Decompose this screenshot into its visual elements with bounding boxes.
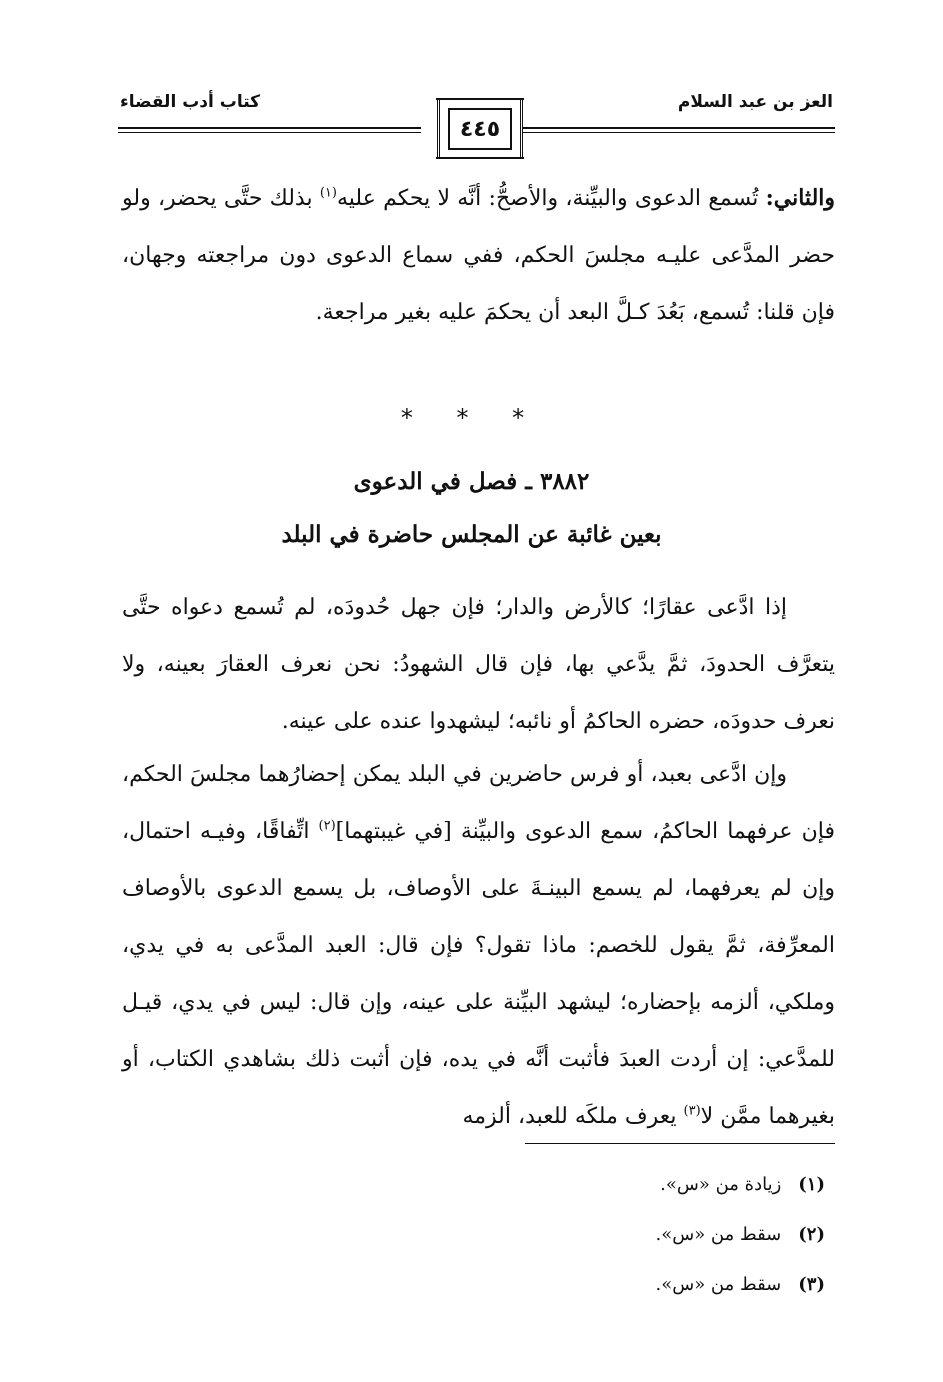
page-number-ornament-top	[436, 98, 524, 100]
footnote-item	[655, 1260, 825, 1310]
paragraph-1-text-a: تُسمع الدعوى والبيِّنة، والأصحُّ: أنَّه لا يحكم عليه	[336, 186, 766, 211]
page-number-frame	[437, 98, 523, 158]
footnote-mark-1: (١)	[319, 185, 337, 201]
header-rule-right-thin	[522, 132, 835, 133]
footnote-number: (٣)	[798, 1274, 825, 1295]
header-rule-right	[522, 127, 835, 129]
header-book-title: كتاب أدب القضاء	[120, 92, 261, 112]
footnote-text: سقط من «س».	[655, 1224, 782, 1245]
section-title: ٣٨٨٢ ـ فصل في الدعوى	[353, 468, 590, 495]
header-rule-left	[118, 127, 421, 129]
footnote-number: (٢)	[798, 1224, 825, 1245]
paragraph-1-text-b: بذلك حتَّى يحضر، ولو حضر المدَّعى عليـه مجلسَ الحكم، ففي سماع الدعوى دون مراجعته وجهان، فإن قلنا: تُسمع، بَعُدَ كـلَّ البعد أن يحكمَ عليه بغير مراجعة.	[122, 186, 835, 325]
footnotes	[655, 1160, 825, 1310]
footnote-item	[655, 1210, 825, 1260]
footnote-mark-3: (٣)	[683, 1103, 701, 1119]
header-author: العز بن عبد السلام	[677, 92, 833, 112]
footnote-number: (١)	[798, 1174, 825, 1195]
paragraph-3	[122, 746, 835, 1145]
paragraph-1	[122, 170, 835, 341]
footnote-item	[655, 1160, 825, 1210]
paragraph-1-lead: والثاني:	[765, 185, 836, 211]
header-rule-left-thin	[118, 132, 421, 133]
footnote-mark-2: (٢)	[318, 818, 336, 834]
section-separator: * * *	[400, 404, 543, 432]
paragraph-3-text-c: يعرف ملكَه للعبد، ألزمه	[462, 1104, 684, 1129]
paragraph-2: إذا ادَّعى عقارًا؛ كالأرض والدار؛ فإن جهل حُدودَه، لم تُسمع دعواه حتَّى يتعرَّف الحدودَ، ثمَّ يدَّعي بها، فإن قال الشهودُ: نحن نعرف العقارَ بعينه، ولا نعرف حدودَه، حضره الحاكمُ أو نائبه؛ ليشهدوا عنده على عينه.	[122, 595, 835, 734]
section-subtitle: بعين غائبة عن المجلس حاضرة في البلد	[281, 521, 662, 548]
page-number: ٤٤٥	[448, 108, 512, 150]
page-number-ornament-bottom	[436, 157, 524, 159]
footnote-text: سقط من «س».	[655, 1274, 782, 1295]
paragraph-3-text-a: وإن ادَّعى بعبد، أو فرس حاضرين في البلد يمكن إحضارُهما مجلسَ الحكم، فإن عرفهما الحاكمُ، سمع الدعوى والبيِّنة [في غيبتهما]	[122, 762, 836, 844]
footnote-rule	[525, 1143, 835, 1144]
footnote-text: زيادة من «س».	[660, 1174, 782, 1195]
paragraph-3-text-b: اتِّفاقًا، وفيـه احتمال، وإن لم يعرفهما، لم يسمع البينـةَ على الأوصاف، بل يسمع الدعوى بالأوصاف المعرِّفة، ثمَّ يقول للخصم: ماذا تقول؟ فإن قال: العبد المدَّعى به في يدي، وملكي، ألزمه بإحضاره؛ ليشهد البيِّنة على عينه، وإن قال: ليس في يدي، قيـل للمدَّعي: إن أردت العبدَ فأثبت أنَّه في يده، فإن أثبت ذلك بشاهدي الكتاب، أو بغيرهما ممَّن لا	[122, 819, 835, 1129]
